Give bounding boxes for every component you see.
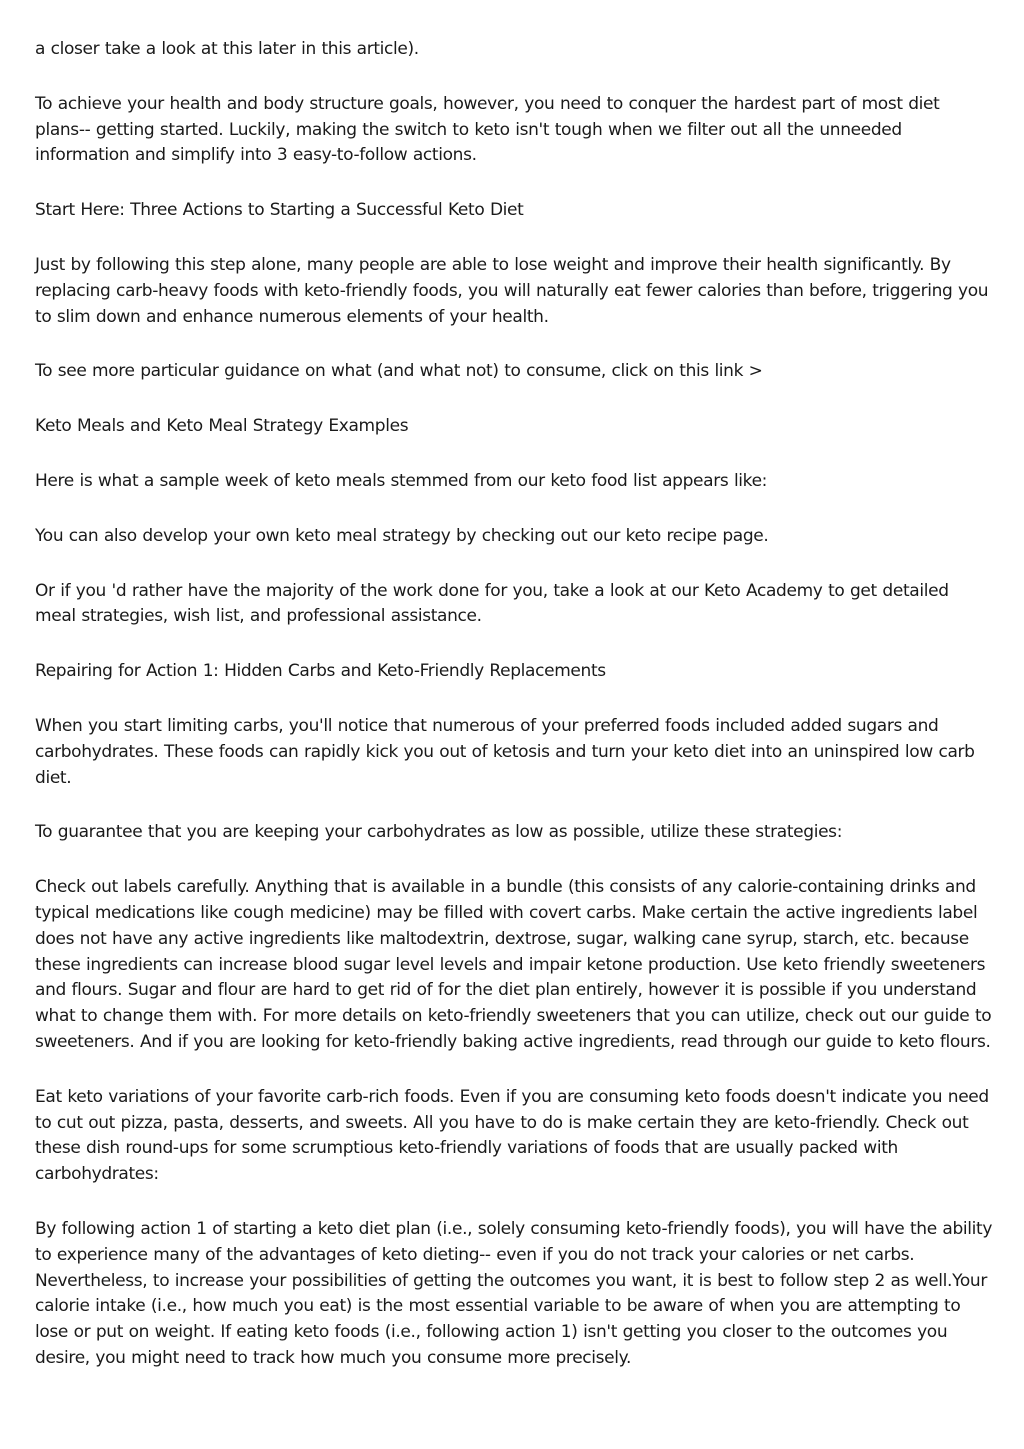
section-heading-hidden-carbs: Repairing for Action 1: Hidden Carbs and Keto-Friendly Replacements [35, 661, 606, 682]
paragraph-goals: To achieve your health and body structure goals, however, you need to conquer the hardest part of most diet plans-- getting started. Luckily, making the switch to keto isn't tough when we filter out all the unneeded information and simplify into 3 easy-to-follow actions. [35, 93, 940, 166]
paragraph-guidance-link[interactable]: To see more particular guidance on what (and what not) to consume, click on this link > [35, 361, 763, 382]
paragraph-strategies-intro: To guarantee that you are keeping your carbohydrates as low as possible, utilize these strategies: [35, 822, 843, 843]
paragraph-recipe-page: You can also develop your own keto meal strategy by checking out our keto recipe page. [35, 525, 769, 546]
paragraph-action-one-summary: By following action 1 of starting a keto diet plan (i.e., solely consuming keto-friendly foods), you will have the ability to experience many of the advantages of keto dieting-- even if you do not track your calories or net carbs. Nevertheless, to increase your possibilities of getting the outcomes you want, it is best to follow step 2 as well.Your calorie intake (i.e., how much you eat) is the most essential variable to be aware of when you are attempting to lose or put on weight. If eating keto foods (i.e., following action 1) isn't getting you closer to the outcomes you desire, you might need to track how much you consume more precisely. [35, 1218, 993, 1368]
section-heading-start-here: Start Here: Three Actions to Starting a Successful Keto Diet [35, 200, 524, 221]
article-body [35, 37, 993, 1401]
paragraph-keto-academy: Or if you 'd rather have the majority of the work done for you, take a look at our Keto Academy to get detailed meal strategies, wish list, and professional assistance. [35, 580, 949, 627]
paragraph-limiting-carbs: When you start limiting carbs, you'll notice that numerous of your preferred foods included added sugars and carbohydrates. These foods can rapidly kick you out of ketosis and turn your keto diet into an uninspired low carb diet. [35, 715, 975, 788]
paragraph-labels-sweeteners: Check out labels carefully. Anything that is available in a bundle (this consists of any calorie-containing drinks and typical medications like cough medicine) may be filled with covert carbs. Make certain the active ingredients label does not have any active ingredients like maltodextrin, dextrose, sugar, walking cane syrup, starch, etc. because these ingredients can increase blood sugar level levels and impair ketone production. Use keto friendly sweeteners and flours. Sugar and flour are hard to get rid of for the diet plan entirely, however it is possible if you understand what to change them with. For more details on keto-friendly sweeteners that you can utilize, check out our guide to sweeteners. And if you are looking for keto-friendly baking active ingredients, read through our guide to keto flours. [35, 877, 992, 1052]
paragraph-keto-variations: Eat keto variations of your favorite carb-rich foods. Even if you are consuming keto foods doesn't indicate you need to cut out pizza, pasta, desserts, and sweets. All you have to do is make certain they are keto-friendly. Check out these dish round-ups for some scrumptious keto-friendly variations of foods that are usually packed with carbohydrates: [35, 1086, 989, 1185]
section-heading-meal-examples: Keto Meals and Keto Meal Strategy Examples [35, 416, 409, 437]
paragraph-sample-week: Here is what a sample week of keto meals stemmed from our keto food list appears like: [35, 470, 768, 491]
paragraph-intro-continuation: a closer take a look at this later in this article). [35, 39, 419, 59]
paragraph-step-alone: Just by following this step alone, many people are able to lose weight and improve their health significantly. By replacing carb-heavy foods with keto-friendly foods, you will naturally eat fewer calories than before, triggering you to slim down and enhance numerous elements of your health. [35, 254, 989, 327]
